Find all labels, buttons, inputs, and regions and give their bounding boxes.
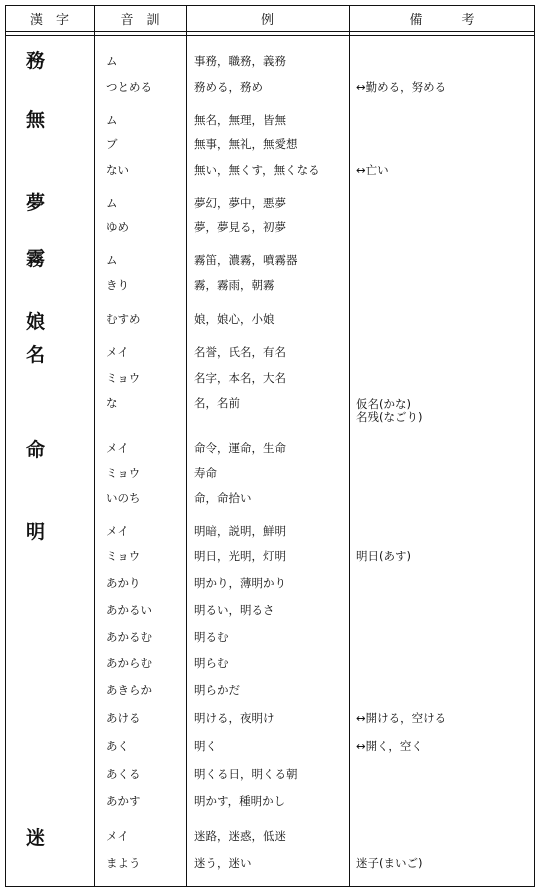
header-example: 例 <box>260 13 274 28</box>
example-cell: 寿命 <box>194 466 217 480</box>
example-cell: 明らむ <box>194 656 229 670</box>
example-cell: 夢，夢見る，初夢 <box>194 220 286 234</box>
example-cell: 無名，無理，皆無 <box>194 113 286 127</box>
reading-cell: あくる <box>106 767 141 781</box>
example-cell: 明かす，種明かし <box>194 794 286 808</box>
example-cell: 迷路，迷惑，低迷 <box>194 829 286 843</box>
reading-cell: あきらか <box>106 683 152 697</box>
reading-cell: きり <box>106 278 129 292</box>
reading-cell: メイ <box>106 829 129 843</box>
reading-cell: あかり <box>106 576 141 590</box>
example-cell: 無い，無くす，無くなる <box>194 163 320 177</box>
reading-cell: あかるい <box>106 603 152 617</box>
example-cell: 命，命拾い <box>194 491 252 505</box>
reading-cell: メイ <box>106 524 129 538</box>
kanji-cell: 務 <box>26 50 46 72</box>
reading-cell: ム <box>106 253 118 267</box>
header-notes: 備 考 <box>409 13 475 28</box>
reading-cell: むすめ <box>106 312 141 326</box>
reading-cell: ミョウ <box>106 371 141 385</box>
header-kanji: 漢 字 <box>29 13 69 28</box>
example-cell: 明るい，明るさ <box>194 603 275 617</box>
example-cell: 霧，霧雨，朝霧 <box>194 278 275 292</box>
kanji-cell: 無 <box>26 109 46 131</box>
example-cell: 明くる日，明くる朝 <box>194 767 298 781</box>
header-reading: 音 訓 <box>120 13 160 28</box>
reading-cell: ミョウ <box>106 549 141 563</box>
kanji-cell: 命 <box>26 439 46 461</box>
reading-cell: つとめる <box>106 80 152 94</box>
example-cell: 名字，本名，大名 <box>194 371 286 385</box>
reading-cell: いのち <box>106 491 141 505</box>
reading-cell: ム <box>106 113 118 127</box>
reading-cell: ム <box>106 54 118 68</box>
note-cell: 仮名(かな) <box>356 397 411 411</box>
kanji-cell: 娘 <box>26 311 46 333</box>
example-cell: 明日，光明，灯明 <box>194 549 286 563</box>
reading-cell: ブ <box>106 137 118 151</box>
example-cell: 娘，娘心，小娘 <box>194 312 275 326</box>
example-cell: 名，名前 <box>194 396 240 410</box>
reading-cell: な <box>106 396 118 410</box>
kanji-cell: 霧 <box>26 248 46 270</box>
note-cell: ↔開く，空く <box>356 739 423 753</box>
note-cell: 名残(なごり) <box>356 410 423 424</box>
header-rule <box>5 31 535 32</box>
reading-cell: ム <box>106 196 118 210</box>
note-cell: 迷子(まいご) <box>356 856 423 870</box>
note-cell: ↔開ける，空ける <box>356 711 447 725</box>
note-cell: ↔亡い <box>356 163 389 177</box>
column-divider <box>186 5 187 887</box>
reading-cell: ない <box>106 163 129 177</box>
kanji-cell: 夢 <box>26 192 46 214</box>
example-cell: 明かり，薄明かり <box>194 576 286 590</box>
note-cell: 明日(あす) <box>356 549 411 563</box>
kanji-cell: 迷 <box>26 827 46 849</box>
example-cell: 務める，務め <box>194 80 263 94</box>
example-cell: 霧笛，濃霧，噴霧器 <box>194 253 298 267</box>
example-cell: 名誉，氏名，有名 <box>194 345 286 359</box>
reading-cell: あかす <box>106 794 141 808</box>
column-divider <box>94 5 95 887</box>
example-cell: 明く <box>194 739 217 753</box>
example-cell: 夢幻，夢中，悪夢 <box>194 196 286 210</box>
reading-cell: ゆめ <box>106 220 129 234</box>
reading-cell: メイ <box>106 441 129 455</box>
example-cell: 明暗，説明，鮮明 <box>194 524 286 538</box>
kanji-cell: 名 <box>26 344 46 366</box>
reading-cell: あかるむ <box>106 630 152 644</box>
reading-cell: あける <box>106 711 141 725</box>
example-cell: 事務，職務，義務 <box>194 54 286 68</box>
reading-cell: まよう <box>106 856 141 870</box>
kanji-cell: 明 <box>26 521 46 543</box>
note-cell: ↔勤める，努める <box>356 80 447 94</box>
reading-cell: メイ <box>106 345 129 359</box>
example-cell: 迷う，迷い <box>194 856 252 870</box>
example-cell: 明るむ <box>194 630 229 644</box>
reading-cell: あからむ <box>106 656 152 670</box>
column-divider <box>349 5 350 887</box>
header-rule <box>5 35 535 36</box>
example-cell: 無事，無礼，無愛想 <box>194 137 298 151</box>
reading-cell: あく <box>106 739 129 753</box>
example-cell: 命令，運命，生命 <box>194 441 286 455</box>
example-cell: 明ける，夜明け <box>194 711 275 725</box>
reading-cell: ミョウ <box>106 466 141 480</box>
example-cell: 明らかだ <box>194 683 240 697</box>
